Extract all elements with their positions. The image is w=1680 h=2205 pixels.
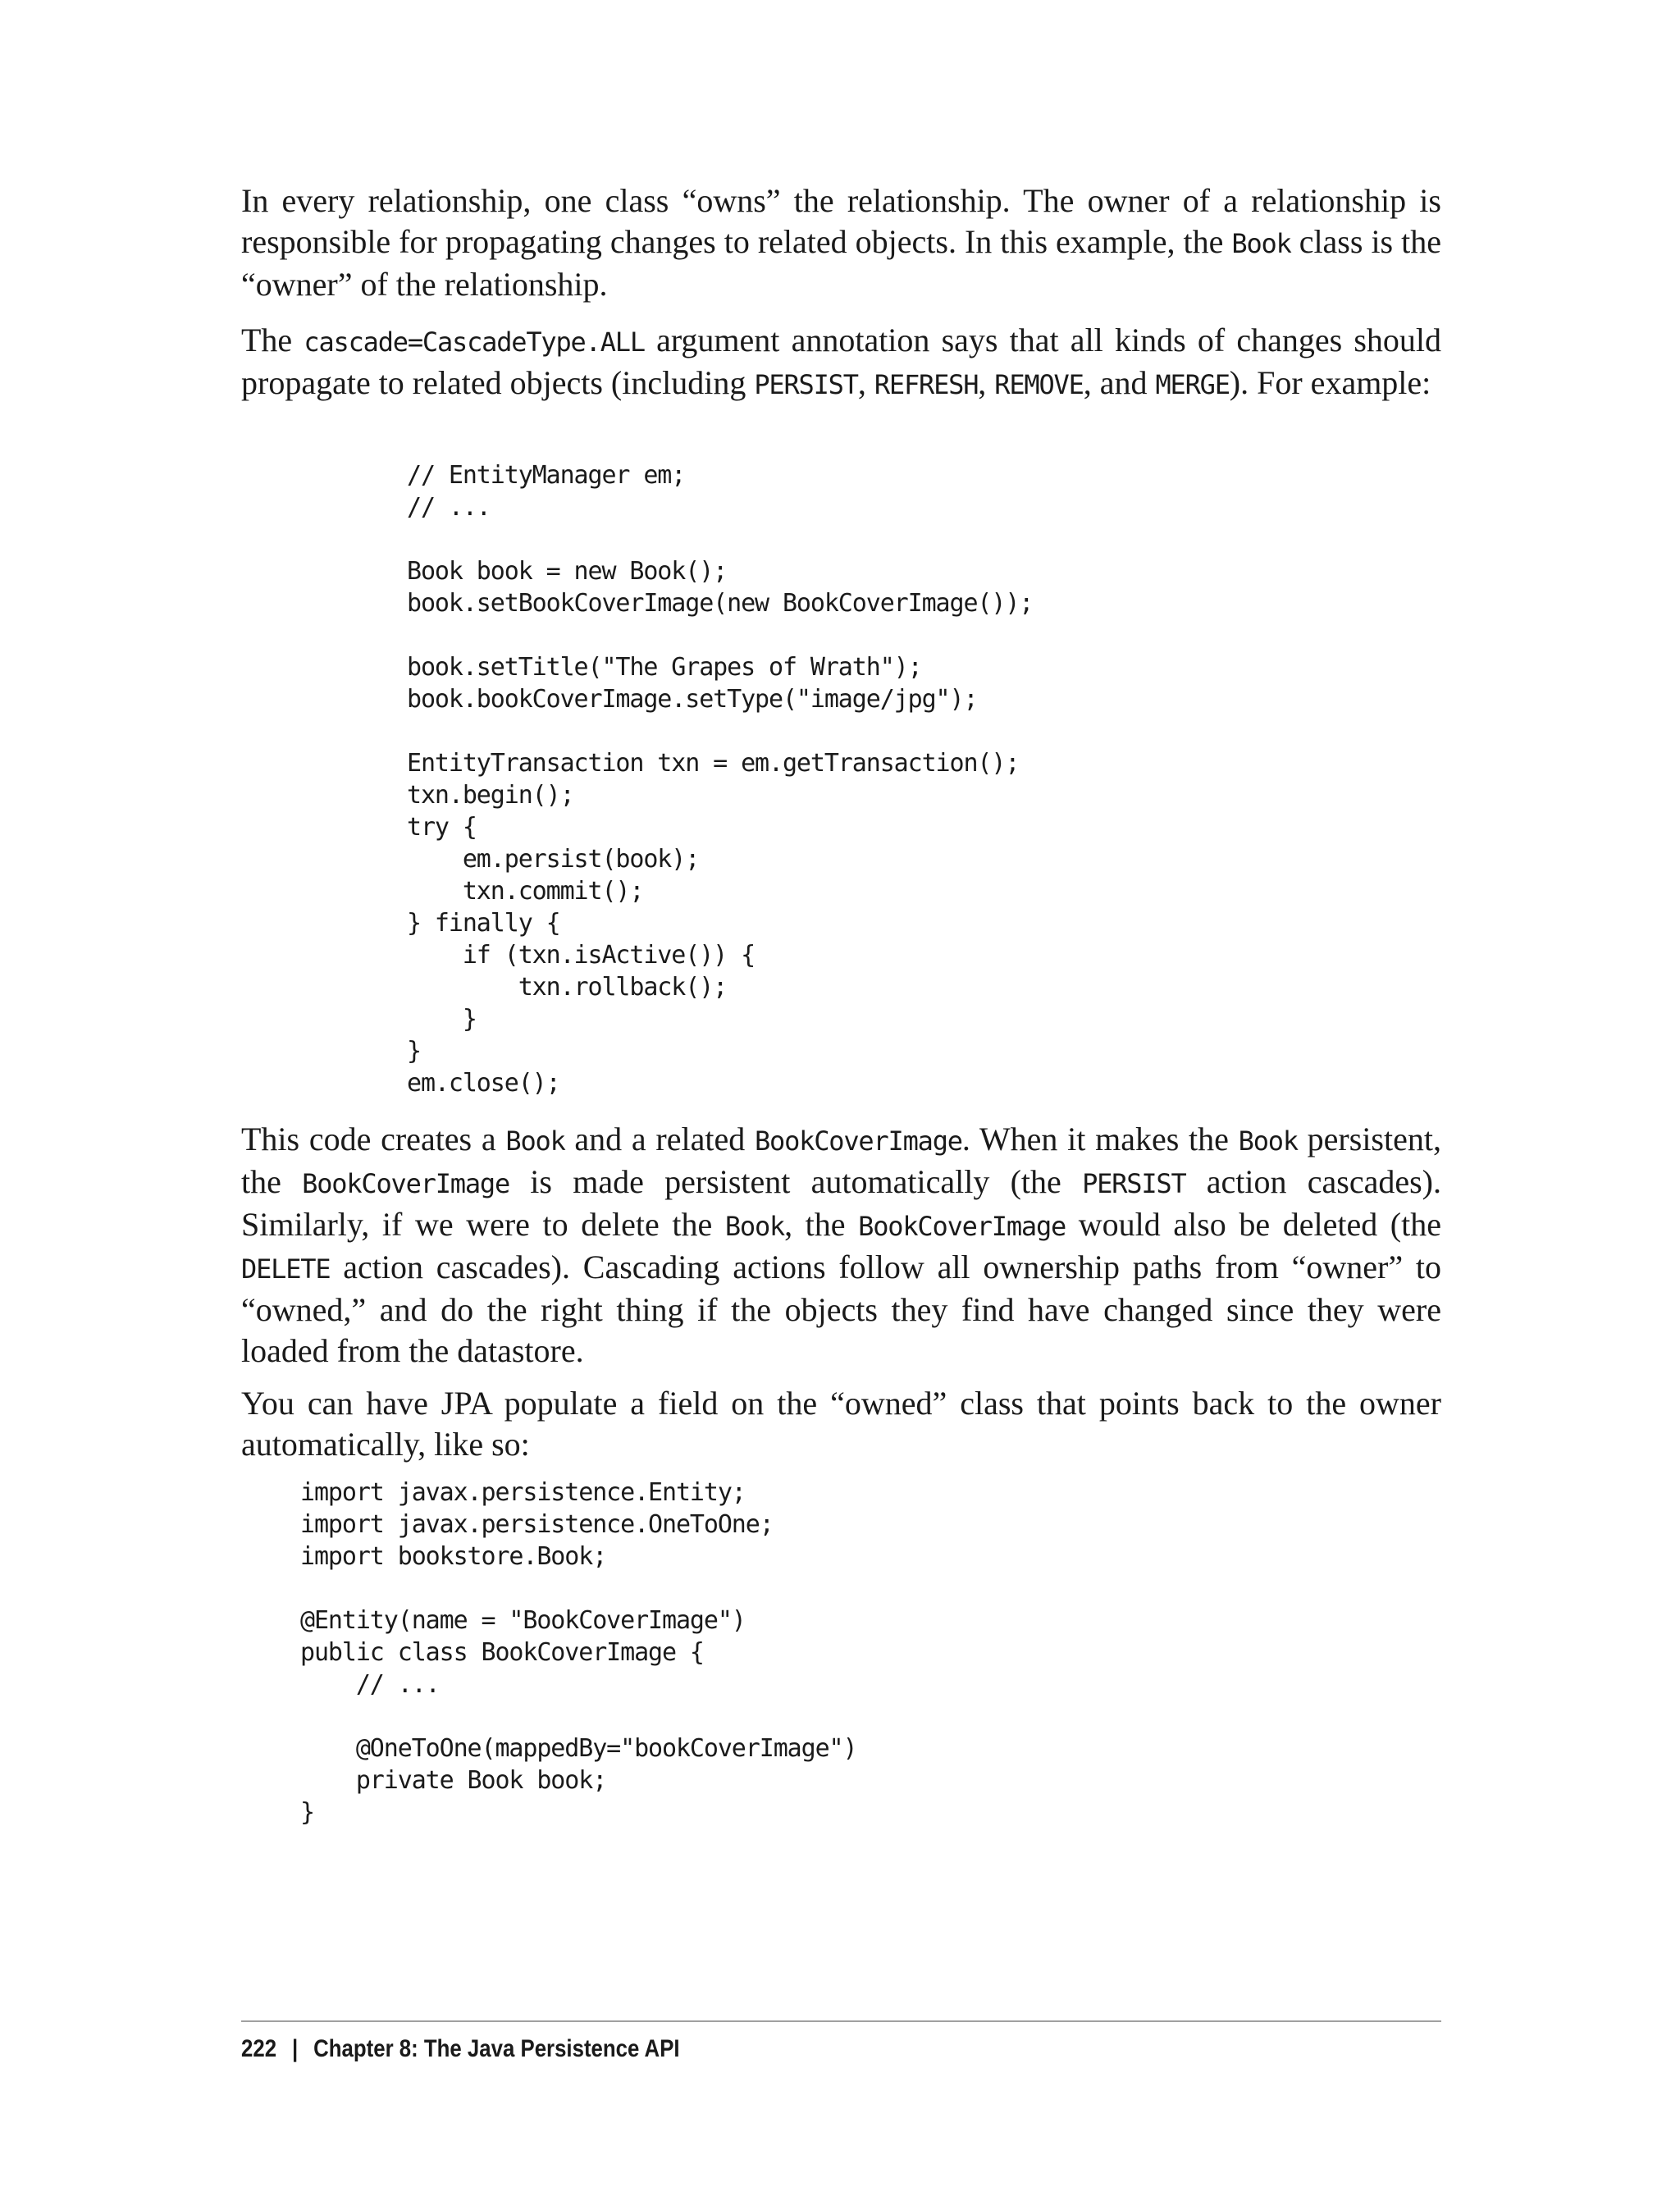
chapter-label: Chapter 8: bbox=[313, 2035, 418, 2062]
text: , bbox=[978, 364, 995, 401]
inline-code: PERSIST bbox=[754, 369, 858, 400]
text: You can have JPA populate a field on the “owned” class that points back to the owner automatically, like so: bbox=[241, 1385, 1441, 1463]
text: action cascades). Similarly, if we were to delete the bbox=[241, 1163, 1441, 1243]
text: The bbox=[241, 322, 304, 358]
text: persistent, the bbox=[241, 1121, 1441, 1200]
inline-code: Book bbox=[1238, 1125, 1298, 1157]
text: and a related bbox=[564, 1121, 755, 1157]
text: argument annotation says that all kinds of changes should propagate to related objects (including bbox=[241, 322, 1442, 401]
text: , the bbox=[784, 1206, 859, 1243]
footer-rule bbox=[241, 2020, 1441, 2022]
text: would also be deleted (the bbox=[1066, 1206, 1441, 1243]
inline-code: DELETE bbox=[241, 1253, 331, 1285]
text: This code creates a bbox=[241, 1121, 506, 1157]
paragraph-cascade bbox=[241, 320, 1441, 405]
paragraph-owned-field bbox=[241, 1383, 1441, 1465]
paragraph-cascade-explanation bbox=[241, 1119, 1441, 1372]
paragraph-ownership bbox=[241, 180, 1441, 305]
code-listing-bookcoverimage: import javax.persistence.Entity; import javax.persistence.OneToOne; import bookstore.Book; @Entity(name = "BookCoverImage") public class BookCoverImage { // ... @OneToOne(mappedBy="bookCoverImage") private Book book; } bbox=[300, 1478, 857, 1827]
inline-code: BookCoverImage bbox=[858, 1211, 1066, 1242]
inline-code: Book bbox=[505, 1125, 565, 1157]
chapter-title: The Java Persistence API bbox=[423, 2035, 680, 2062]
text: . When it makes the bbox=[961, 1121, 1239, 1157]
inline-code: PERSIST bbox=[1082, 1168, 1186, 1199]
page-footer bbox=[241, 2033, 680, 2066]
inline-code: cascade=CascadeType.ALL bbox=[304, 326, 645, 358]
text: In every relationship, one class “owns” the relationship. The owner of a relationship is responsible for propagating changes to related objects. In this example, the bbox=[241, 182, 1441, 260]
inline-code: MERGE bbox=[1155, 369, 1230, 400]
text: , and bbox=[1083, 364, 1156, 401]
footer-separator: | bbox=[291, 2035, 299, 2062]
text: is made persistent automatically (the bbox=[509, 1163, 1083, 1200]
inline-code: REFRESH bbox=[874, 369, 979, 400]
text: , bbox=[857, 364, 874, 401]
code-listing-transaction: // EntityManager em; // ... Book book = new Book(); book.setBookCoverImage(new BookCoverImage()); book.setTitle("The Grapes of Wrath"); book.bookCoverImage.setType("image/jpg"); EntityTransaction txn = em.getTransaction(); txn.begin(); try { em.persist(book); txn.commit(); } finally { if (txn.isActive()) { txn.rollback(); } } em.close(); bbox=[407, 461, 1034, 1098]
text: action cascades). Cascading actions follow all ownership paths from “owner” to “owned,” and do the right thing if the objects they find have changed since they were loaded from the datastore. bbox=[241, 1249, 1441, 1369]
inline-code: Book bbox=[1231, 228, 1291, 259]
page-number: 222 bbox=[241, 2035, 277, 2062]
inline-code: REMOVE bbox=[994, 369, 1084, 400]
inline-code: BookCoverImage bbox=[302, 1168, 510, 1199]
text: class is the “owner” of the relationship. bbox=[241, 223, 1441, 303]
inline-code: Book bbox=[724, 1211, 785, 1242]
inline-code: BookCoverImage bbox=[754, 1125, 962, 1157]
text: ). For example: bbox=[1229, 364, 1431, 401]
